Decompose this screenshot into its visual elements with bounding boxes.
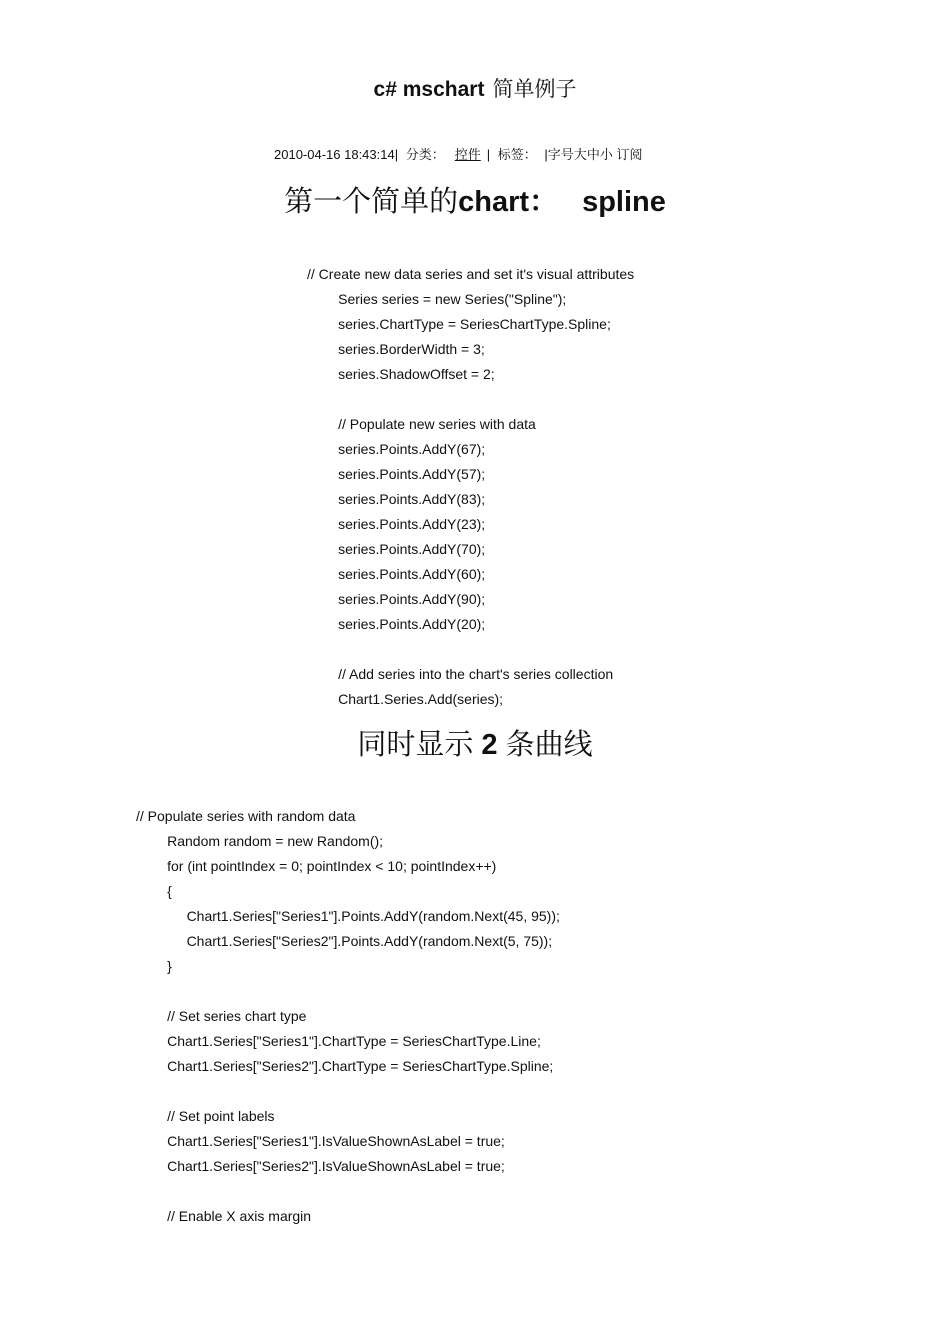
section1-heading-latin2: spline: [582, 186, 666, 218]
code-line: Series series = new Series("Spline");: [307, 291, 567, 307]
code-line: series.ChartType = SeriesChartType.Spline;: [307, 316, 611, 332]
code-line: [136, 979, 560, 1004]
code-line: // Set point labels: [136, 1108, 275, 1124]
code-line: series.Points.AddY(57);: [307, 466, 486, 482]
tags-label: 标签：: [497, 147, 537, 162]
code-line: Chart1.Series["Series2"].IsValueShownAsLabel = true;: [136, 1158, 505, 1174]
post-meta: [274, 146, 642, 164]
code-line: // Add series into the chart's series collection: [307, 666, 614, 682]
code-line: [136, 1179, 560, 1204]
code-line: series.Points.AddY(70);: [307, 541, 486, 557]
code-line: series.Points.AddY(83);: [307, 491, 486, 507]
code-line: // Create new data series and set it's visual attributes: [307, 266, 635, 282]
code-line: series.BorderWidth = 3;: [307, 341, 485, 357]
code-line: Chart1.Series["Series1"].ChartType = SeriesChartType.Line;: [136, 1033, 541, 1049]
code-line: Chart1.Series["Series2"].ChartType = SeriesChartType.Spline;: [136, 1058, 554, 1074]
code-line: series.Points.AddY(67);: [307, 441, 486, 457]
font-medium-button[interactable]: 中: [586, 147, 600, 162]
section-heading-spline: [0, 182, 950, 222]
font-large-button[interactable]: 大: [573, 147, 587, 162]
code-line: Chart1.Series["Series1"].IsValueShownAsLabel = true;: [136, 1133, 505, 1149]
meta-separator: |: [486, 147, 491, 162]
code-line: Chart1.Series["Series1"].Points.AddY(random.Next(45, 95));: [136, 908, 560, 924]
code-line: // Enable X axis margin: [136, 1208, 312, 1224]
code-block-spline: [307, 262, 634, 712]
code-line: // Populate series with random data: [136, 808, 356, 824]
code-line: {: [136, 883, 172, 899]
code-line: series.Points.AddY(60);: [307, 566, 486, 582]
code-line: // Set series chart type: [136, 1008, 307, 1024]
page-title: [0, 74, 950, 105]
code-line: for (int pointIndex = 0; pointIndex < 10; pointIndex++): [136, 858, 497, 874]
code-line: Random random = new Random();: [136, 833, 384, 849]
page-title-cjk: 简单例子: [492, 77, 577, 101]
font-small-button[interactable]: 小: [599, 147, 613, 162]
code-line: series.Points.AddY(23);: [307, 516, 486, 532]
section2-heading-cjk1: 同时显示: [357, 729, 474, 761]
code-block-two-series: [136, 804, 560, 1229]
code-line: Chart1.Series["Series2"].Points.AddY(random.Next(5, 75));: [136, 933, 553, 949]
code-line: series.Points.AddY(20);: [307, 616, 486, 632]
section-heading-two-lines: [0, 725, 950, 765]
font-size-label: |字号: [544, 147, 574, 162]
category-label: 分类：: [405, 147, 445, 162]
section1-heading-latin: chart：: [458, 186, 559, 218]
category-link[interactable]: 控件: [454, 147, 481, 162]
post-datetime: 2010-04-16 18:43:14|: [274, 147, 399, 162]
section2-heading-latin: 2: [481, 729, 498, 761]
code-line: Chart1.Series.Add(series);: [307, 691, 504, 707]
code-line: [307, 637, 634, 662]
section1-heading-cjk: 第一个简单的: [284, 186, 459, 218]
code-line: // Populate new series with data: [307, 416, 536, 432]
section2-heading-cjk2: 条曲线: [505, 729, 593, 761]
page-title-latin: c# mschart: [373, 78, 485, 101]
code-line: series.ShadowOffset = 2;: [307, 366, 495, 382]
subscribe-button[interactable]: 订阅: [616, 147, 643, 162]
code-line: series.Points.AddY(90);: [307, 591, 486, 607]
code-line: [307, 387, 634, 412]
code-line: [136, 1079, 560, 1104]
code-line: }: [136, 958, 172, 974]
